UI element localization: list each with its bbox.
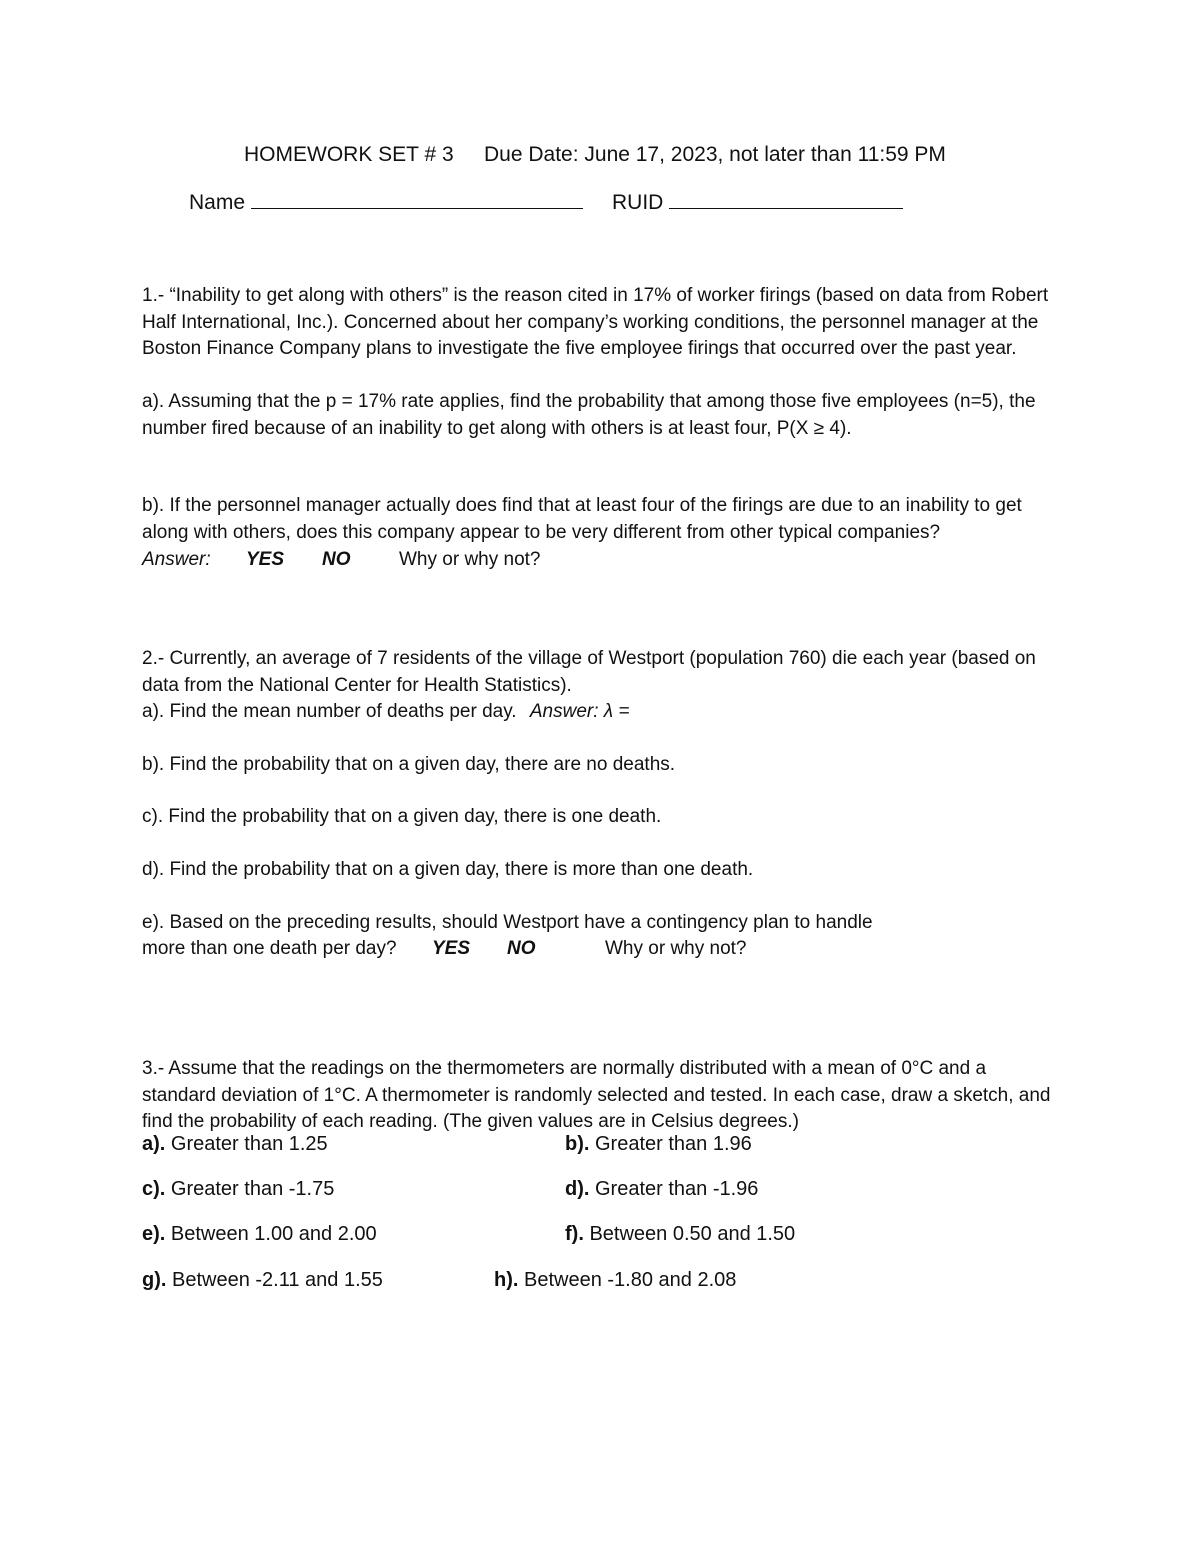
q2-part-a-answer: Answer: λ = bbox=[529, 701, 630, 722]
q3-item-h-text: Between -1.80 and 2.08 bbox=[518, 1269, 737, 1291]
name-label: Name bbox=[189, 191, 246, 214]
q3-item-f-label: f). bbox=[565, 1223, 584, 1245]
q3-item-a-text: Greater than 1.25 bbox=[165, 1133, 328, 1155]
q3-item-f bbox=[565, 1223, 795, 1246]
q3-item-e-text: Between 1.00 and 2.00 bbox=[165, 1223, 377, 1245]
q2-part-e-line2: more than one death per day? bbox=[142, 938, 397, 959]
q3-item-c-label: c). bbox=[142, 1178, 166, 1200]
q3-item-f-text: Between 0.50 and 1.50 bbox=[583, 1223, 796, 1245]
name-blank-line bbox=[251, 190, 583, 209]
q2-part-a bbox=[142, 699, 630, 726]
q2-part-c: c). Find the probability that on a given day, there is one death. bbox=[142, 806, 662, 827]
q1-yes-option: YES bbox=[246, 549, 285, 570]
ruid-label: RUID bbox=[612, 191, 664, 214]
q2-part-a-text: a). Find the mean number of deaths per day. bbox=[142, 701, 517, 722]
q1-part-a: a). Assuming that the p = 17% rate applies, find the probability that among those five employees (n=5), the number fired because of an inability to get along with others is at least four, P(X ≥ 4). bbox=[142, 391, 1036, 439]
q2-part-d: d). Find the probability that on a given day, there is more than one death. bbox=[142, 859, 754, 880]
q3-item-d-text: Greater than -1.96 bbox=[589, 1178, 759, 1200]
q3-item-b bbox=[565, 1133, 752, 1156]
q2-no-option: NO bbox=[507, 938, 536, 959]
q3-item-a-label: a). bbox=[142, 1133, 166, 1155]
q3-item-c-text: Greater than -1.75 bbox=[165, 1178, 335, 1200]
q2-intro: 2.- Currently, an average of 7 residents of the village of Westport (population 760) die each year (based on data from the National Center for Health Statistics). bbox=[142, 648, 1036, 696]
q3-item-c bbox=[142, 1178, 334, 1201]
due-date: Due Date: June 17, 2023, not later than 11:59 PM bbox=[484, 143, 946, 166]
q1-answer-label: Answer: bbox=[142, 549, 211, 570]
q3-intro: 3.- Assume that the readings on the thermometers are normally distributed with a mean of 0°C and a standard deviation of 1°C. A thermometer is randomly selected and tested. In each case, draw a sketch, and find the probability of each reading. (The given values are in Celsius degrees.) bbox=[142, 1058, 1051, 1132]
q3-item-g-label: g). bbox=[142, 1269, 167, 1291]
q3-item-h bbox=[494, 1269, 736, 1292]
q1-part-b: b). If the personnel manager actually does find that at least four of the firings are due to an inability to get along with others, does this company appear to be very different from other typical companies? bbox=[142, 495, 1022, 543]
q3-item-b-text: Greater than 1.96 bbox=[589, 1133, 752, 1155]
q3-item-g-text: Between -2.11 and 1.55 bbox=[166, 1269, 383, 1291]
q3-item-b-label: b). bbox=[565, 1133, 590, 1155]
name-field bbox=[189, 190, 583, 215]
ruid-field bbox=[612, 190, 903, 215]
q2-yes-option: YES bbox=[432, 938, 471, 959]
q1-intro: 1.- “Inability to get along with others” is the reason cited in 17% of worker firings (based on data from Robert Half International, Inc.). Concerned about her company’s working conditions, the personnel manager at the Boston Finance Company plans to investigate the five employee firings that occurred over the past year. bbox=[142, 285, 1049, 359]
q3-item-h-label: h). bbox=[494, 1269, 519, 1291]
q3-item-g bbox=[142, 1269, 383, 1292]
q3-item-d-label: d). bbox=[565, 1178, 590, 1200]
ruid-blank-line bbox=[669, 190, 903, 209]
q3-item-e bbox=[142, 1223, 377, 1246]
q2-why-prompt: Why or why not? bbox=[605, 938, 747, 959]
q3-item-a bbox=[142, 1133, 328, 1156]
q1-why-prompt: Why or why not? bbox=[399, 549, 541, 570]
q1-no-option: NO bbox=[322, 549, 351, 570]
q2-part-b: b). Find the probability that on a given day, there are no deaths. bbox=[142, 754, 676, 775]
homework-title: HOMEWORK SET # 3 bbox=[244, 143, 454, 166]
q3-item-d bbox=[565, 1178, 758, 1201]
q2-part-e-line1: e). Based on the preceding results, should Westport have a contingency plan to handle bbox=[142, 912, 873, 933]
q3-item-e-label: e). bbox=[142, 1223, 166, 1245]
